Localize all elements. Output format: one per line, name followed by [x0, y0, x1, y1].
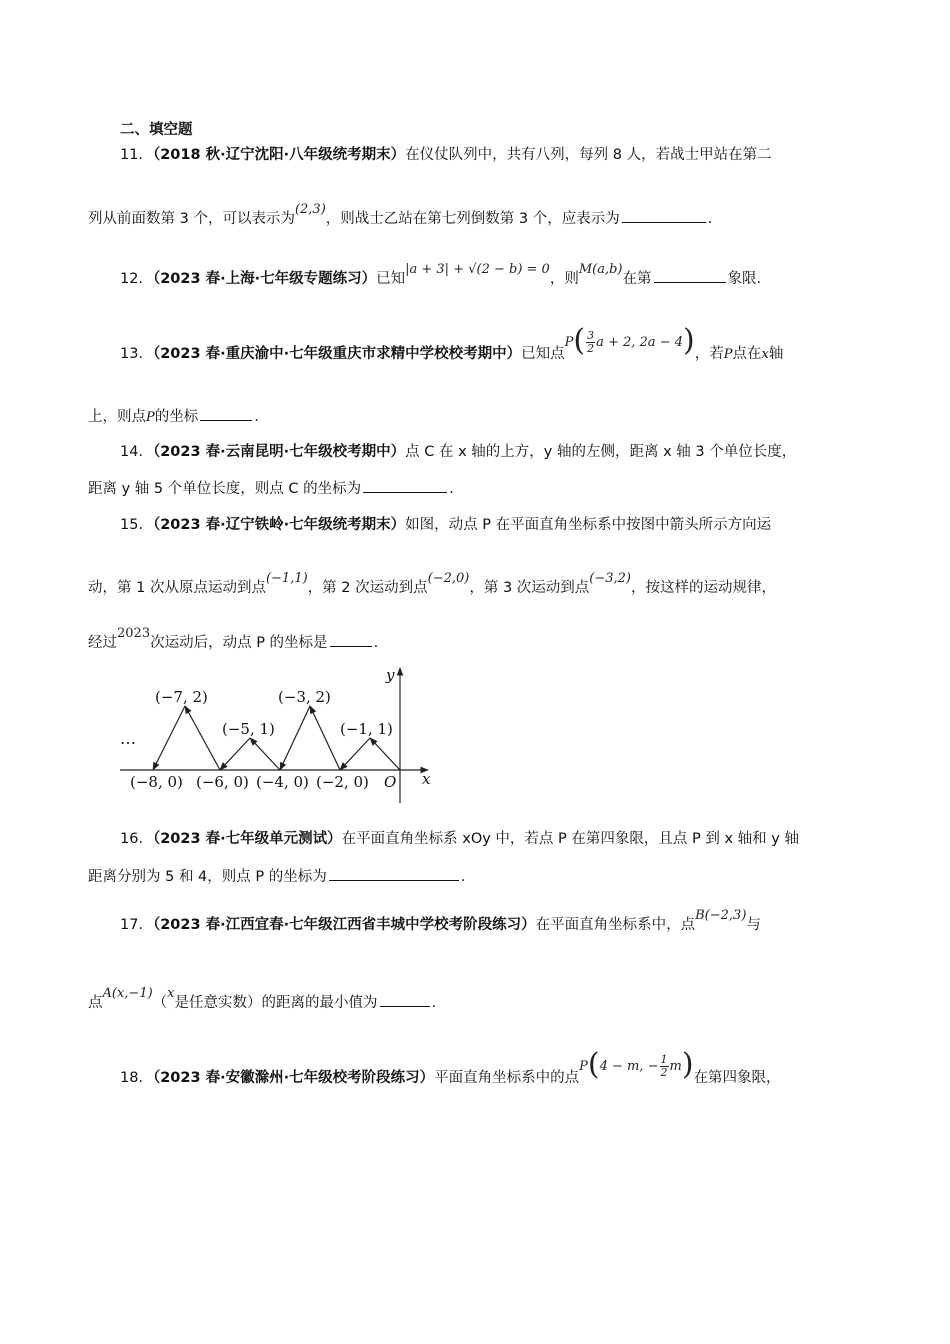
q13-frac-den: 2	[587, 342, 595, 355]
q17-text2: 与	[746, 917, 761, 933]
path-seg-8	[153, 706, 185, 770]
q15-number: 15．	[120, 517, 153, 533]
label-neg2-0: (−2, 0)	[316, 773, 369, 791]
q18-line1	[120, 1046, 781, 1091]
q15-math-point3: (−3,2)	[589, 571, 632, 586]
q16-line2	[88, 866, 465, 887]
label-neg4-0: (−4, 0)	[256, 773, 309, 791]
q13-text3: 点在	[732, 346, 762, 362]
q13-end: .	[254, 409, 259, 425]
q18-paren-right: )	[681, 1046, 694, 1082]
label-neg7-2: (−7, 2)	[155, 688, 208, 706]
q13-source: （2023 春·重庆渝中·七年级重庆市求精中学校校考期中）	[152, 346, 522, 362]
q12-text1: 已知	[376, 271, 406, 287]
q11-text1: 在仪仗队列中，共有八列，每列 8 人，若战士甲站在第二	[405, 147, 772, 163]
q12-number: 12．	[120, 271, 153, 287]
q17-end: .	[431, 995, 437, 1011]
q14-text2: 距离 y 轴 5 个单位长度，则点 C 的坐标为	[88, 481, 362, 497]
q16-answer-blank[interactable]	[329, 866, 459, 881]
q18-math-a: 4 − m, −	[599, 1059, 659, 1074]
q13-math-rest: a + 2, 2a − 4	[596, 335, 683, 350]
q13-paren-left: (	[573, 322, 586, 358]
q15-end: .	[373, 635, 379, 651]
q13-math-point	[564, 322, 695, 358]
q15-answer-blank[interactable]	[330, 632, 372, 647]
q13-text2a: 上，则点	[88, 409, 146, 425]
q17-text2a: 点	[88, 995, 103, 1011]
q12-math-point: M(a,b)	[578, 262, 623, 277]
q11-math-point: (2,3)	[294, 202, 326, 217]
q14-end: .	[449, 481, 454, 497]
figure-ellipsis: …	[120, 729, 136, 748]
q11-answer-blank[interactable]	[622, 208, 706, 223]
q12-line1	[120, 262, 762, 290]
path-seg-5	[250, 738, 280, 770]
q15-text2c: ，第 3 次运动到点	[469, 580, 590, 596]
label-neg8-0: (−8, 0)	[130, 773, 183, 791]
q13-fraction	[586, 330, 595, 355]
q11-line2	[88, 202, 713, 230]
path-seg-1	[370, 738, 400, 770]
q13-line1	[120, 322, 784, 367]
q12-text3: 在第	[622, 271, 652, 287]
q18-text1: 平面直角坐标系中的点	[434, 1070, 580, 1086]
q18-math-point	[579, 1046, 694, 1082]
label-neg1-1: (−1, 1)	[340, 720, 393, 738]
q15-text3a: 经过	[88, 635, 117, 651]
q11-number: 11．	[120, 147, 153, 163]
q17-number: 17．	[120, 917, 153, 933]
q15-source: （2023 春·辽宁铁岭·七年级统考期末）	[152, 517, 406, 533]
q11-line1	[120, 145, 772, 165]
q12-text4: 象限.	[727, 271, 762, 287]
q18-text2: 在第四象限，	[693, 1070, 781, 1086]
path-seg-2	[340, 738, 370, 770]
q15-math-point1: (−1,1)	[265, 571, 308, 586]
x-axis-label: x	[422, 770, 431, 788]
q15-text3b: 次运动后，动点 P 的坐标是	[150, 635, 328, 651]
path-seg-6	[220, 738, 250, 770]
q17-line2	[88, 986, 437, 1014]
label-neg3-2: (−3, 2)	[278, 688, 331, 706]
q15-figure	[110, 660, 440, 810]
label-neg6-0: (−6, 0)	[196, 773, 249, 791]
q17-math-point-a: A(x,−1)	[102, 986, 153, 1001]
q18-paren-left: (	[587, 1046, 600, 1082]
q17-text2c: 是任意实数）的距离的最小值为	[174, 995, 378, 1011]
q18-frac-num: 1	[660, 1053, 668, 1066]
q14-line2	[88, 478, 454, 499]
q13-paren-right: )	[683, 322, 695, 358]
q11-end: .	[707, 211, 713, 227]
q14-source: （2023 春·云南昆明·七年级校考期中）	[152, 444, 406, 460]
origin-label: O	[384, 773, 397, 791]
q11-source: （2018 秋·辽宁沈阳·八年级统考期末）	[152, 147, 406, 163]
q13-text2b: 的坐标	[154, 409, 199, 425]
q14-number: 14．	[120, 444, 153, 460]
q18-math-b: m	[669, 1059, 682, 1074]
label-neg5-1: (−5, 1)	[222, 720, 275, 738]
q13-math-p3: P	[146, 410, 155, 425]
q18-math-p: P	[579, 1059, 588, 1074]
q13-line2	[88, 406, 259, 428]
q13-number: 13．	[120, 346, 153, 362]
q14-answer-blank[interactable]	[363, 478, 447, 493]
q13-text2: ，若	[694, 346, 724, 362]
q18-source: （2023 春·安徽滁州·七年级校考阶段练习）	[152, 1070, 435, 1086]
q18-frac-den: 2	[660, 1066, 668, 1079]
q15-line3	[88, 626, 379, 654]
q18-fraction	[660, 1054, 669, 1079]
q13-answer-blank[interactable]	[200, 406, 252, 421]
q11-text2a: 列从前面数第 3 个，可以表示为	[88, 211, 295, 227]
q13-math-x: x	[761, 347, 769, 362]
q15-math-point2: (−2,0)	[427, 571, 470, 586]
q13-text1: 已知点	[521, 346, 565, 362]
q16-text2: 距离分别为 5 和 4，则点 P 的坐标为	[88, 869, 327, 885]
path-seg-3	[310, 706, 340, 770]
q12-text2: ，则	[549, 271, 579, 287]
q16-text1: 在平面直角坐标系 xOy 中，若点 P 在第四象限，且点 P 到 x 轴和 y 轴	[341, 831, 799, 847]
q15-line1	[120, 515, 771, 535]
q13-frac-num: 3	[587, 329, 595, 342]
q15-text2a: 动，第 1 次从原点运动到点	[88, 580, 266, 596]
q17-source: （2023 春·江西宜春·七年级江西省丰城中学校考阶段练习）	[152, 917, 536, 933]
q16-end: .	[460, 869, 466, 885]
q15-text1: 如图，动点 P 在平面直角坐标系中按图中箭头所示方向运	[405, 517, 772, 533]
q18-number: 18．	[120, 1070, 153, 1086]
q12-answer-blank[interactable]	[654, 268, 726, 283]
q15-text2d: ，按这样的运动规律，	[631, 580, 777, 596]
q17-text1: 在平面直角坐标系中，点	[535, 917, 696, 933]
q16-line1	[120, 829, 799, 849]
q17-line1	[120, 908, 761, 936]
q15-math-count: 2023	[117, 626, 151, 641]
q14-text1: 点 C 在 x 轴的上方，y 轴的左侧，距离 x 轴 3 个单位长度，	[405, 444, 797, 460]
q16-number: 16．	[120, 831, 153, 847]
q12-source: （2023 春·上海·七年级专题练习）	[152, 271, 377, 287]
q15-line2	[88, 571, 777, 599]
q14-line1	[120, 442, 796, 462]
path-seg-4	[280, 706, 310, 770]
q17-math-point-b: B(−2,3)	[695, 908, 747, 923]
q13-math-p: P	[564, 335, 574, 350]
q17-text2b: （	[152, 995, 168, 1011]
q13-math-p2: P	[723, 347, 733, 362]
section-title: 二、填空题	[120, 122, 193, 138]
q16-source: （2023 春·七年级单元测试）	[152, 831, 342, 847]
q17-math-x: x	[167, 986, 175, 1001]
q15-text2b: ，第 2 次运动到点	[307, 580, 428, 596]
path-seg-7	[185, 706, 220, 770]
y-axis-label: y	[386, 666, 395, 684]
q17-answer-blank[interactable]	[380, 992, 430, 1007]
q12-math-equation: |a + 3| + √(2 − b) = 0	[405, 262, 550, 277]
q13-text4: 轴	[768, 346, 784, 362]
q11-text2b: ，则战士乙站在第七列倒数第 3 个，应表示为	[325, 211, 620, 227]
